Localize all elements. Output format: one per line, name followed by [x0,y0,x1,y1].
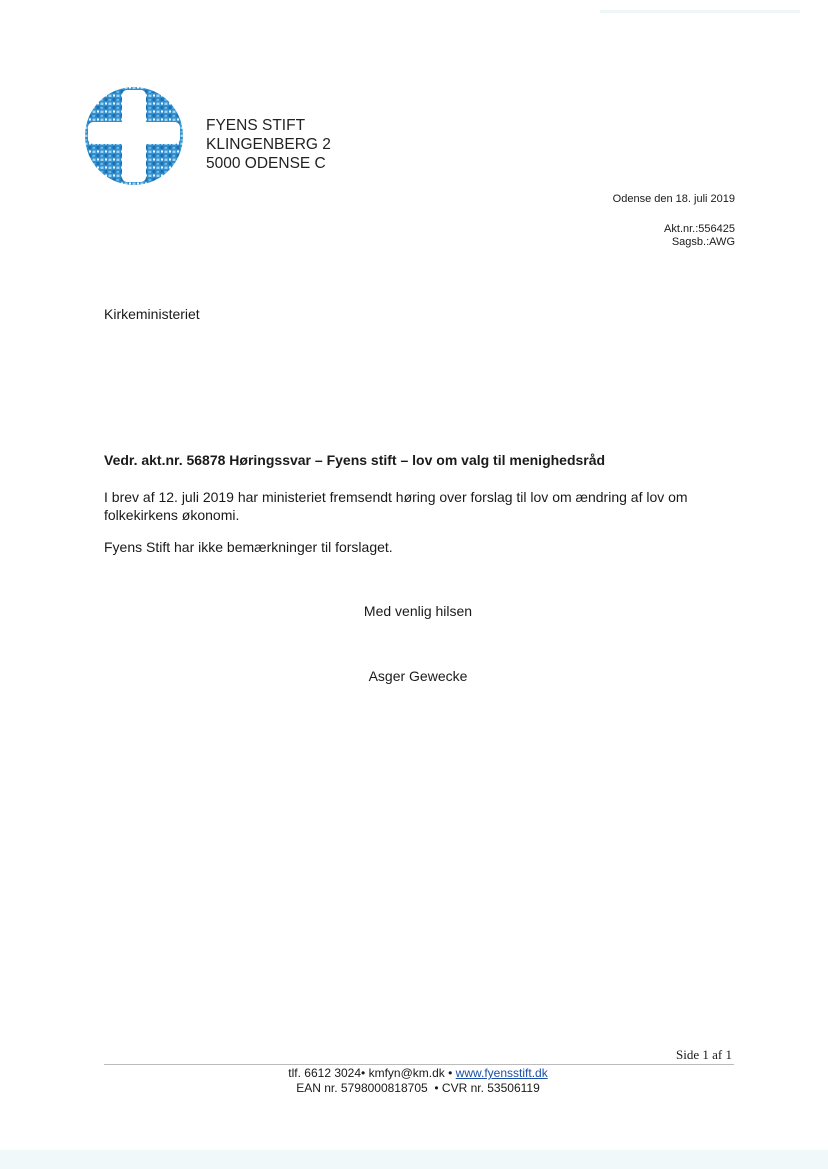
footer-cvr: CVR nr. 53506119 [441,1081,540,1095]
sender-city: 5000 ODENSE C [206,155,326,172]
bullet-separator: • [361,1066,366,1080]
scan-artifact-bottom [0,1150,828,1169]
body-paragraph-2: Fyens Stift har ikke bemærkninger til forslaget. [104,539,393,555]
page-number: Side 1 af 1 [676,1047,732,1062]
sender-name: FYENS STIFT [206,117,306,134]
bullet-separator: • [448,1066,453,1080]
bullet-separator: • [434,1081,439,1095]
footer-divider [104,1064,734,1065]
fyens-stift-logo [84,86,184,186]
sender-address [206,116,331,173]
signer-name: Asger Gewecke [368,668,468,684]
letter-date: Odense den 18. juli 2019 [612,193,735,205]
case-number: Akt.nr.:556425 [664,223,735,235]
case-handler: Sagsb.:AWG [671,236,735,248]
footer-phone: tlf. 6612 3024 [288,1066,362,1080]
scan-artifact-top [600,10,800,13]
subject-line: Vedr. akt.nr. 56878 Høringssvar – Fyens stift – lov om valg til menighedsråd [104,452,606,468]
footer-contact-line [0,1066,828,1081]
footer-email: kmfyn@km.dk [368,1066,445,1080]
closing-greeting: Med venlig hilsen [363,603,473,619]
sender-street: KLINGENBERG 2 [206,136,331,153]
reference-block [664,223,735,249]
footer-ean: EAN nr. 5798000818705 [296,1081,428,1095]
recipient: Kirkeministeriet [104,306,200,322]
footer-registration-line [0,1081,828,1096]
website-link[interactable]: www.fyensstift.dk [455,1066,548,1080]
body-paragraph-1: I brev af 12. juli 2019 har ministeriet fremsendt høring over forslag til lov om ændring af lov om folkekirkens økonomi. [104,489,688,523]
footer [0,1066,828,1096]
